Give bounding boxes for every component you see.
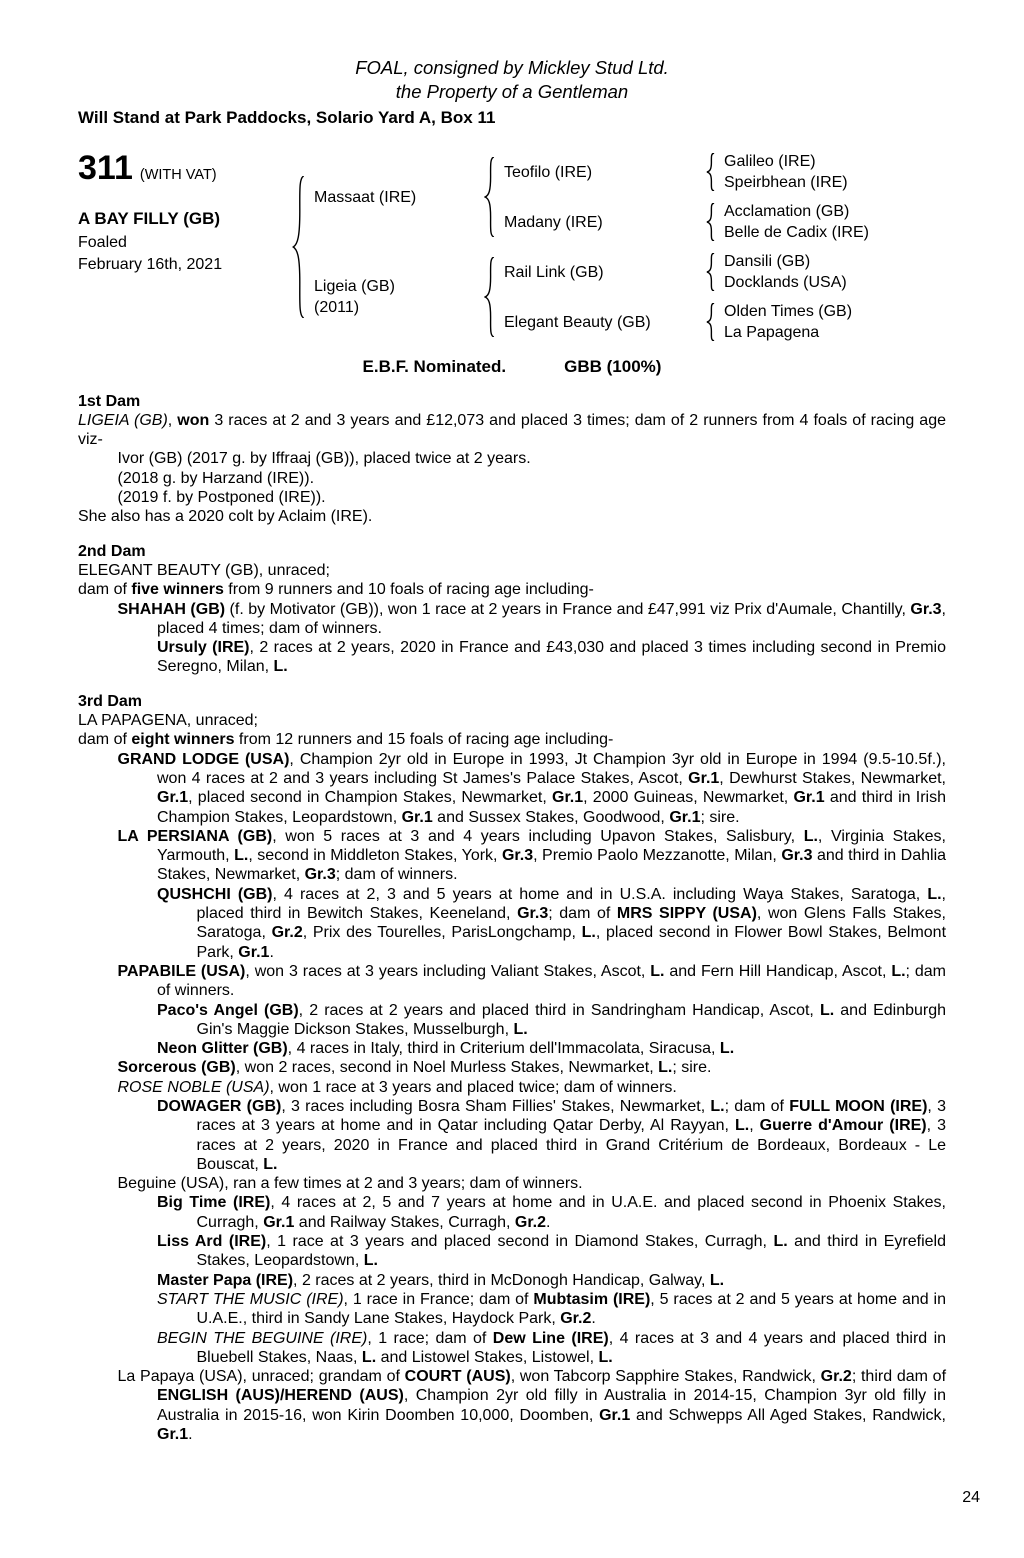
text-segment: , 4 races in Italy, third in Criterium dell'Immacolata, Siracusa, xyxy=(287,1040,720,1058)
lot-number: 311 xyxy=(78,149,133,188)
pedigree-brace-icon xyxy=(706,203,715,241)
pedigree-text-paragraph xyxy=(78,1329,946,1368)
dam-section-heading: 3rd Dam xyxy=(78,692,143,710)
text-segment: and third in Eyrefield Stakes, Leopardstown, xyxy=(196,1233,946,1270)
text-segment: L. xyxy=(513,1020,528,1038)
text-segment: Paco's Angel (GB) xyxy=(157,1001,299,1019)
text-segment: , 3 races at 3 years at home and in Qatar including Qatar Derby, Al Rayyan, xyxy=(196,1097,947,1135)
text-segment: Guerre d'Amour (IRE) xyxy=(759,1117,927,1135)
text-segment: Gr.3 xyxy=(781,847,813,865)
text-segment: . xyxy=(188,1426,193,1444)
text-segment: La Papaya (USA), unraced; grandam of xyxy=(117,1368,405,1386)
pedigree-brace-icon xyxy=(706,303,715,341)
pedigree-brace-icon xyxy=(484,257,495,337)
text-segment: ELEGANT BEAUTY (GB), unraced; xyxy=(78,561,330,579)
pedigree-text-paragraph xyxy=(78,1058,946,1077)
sire-dam-branch xyxy=(504,201,869,243)
text-segment: L. xyxy=(709,1271,725,1289)
text-segment: ENGLISH (AUS)/HEREND (AUS) xyxy=(157,1387,404,1405)
ancestor-name: Galileo (IRE) xyxy=(724,153,816,171)
text-segment: MRS SIPPY (USA) xyxy=(616,905,757,923)
pedigree-text-paragraph xyxy=(78,750,946,827)
text-segment: Gr.1 xyxy=(552,789,584,807)
pedigree-table xyxy=(78,151,946,343)
text-segment: . xyxy=(591,1310,596,1328)
text-segment: 3 races at 2 and 3 years and £12,073 and placed 3 times; dam of 2 runners from 4 foals of racing age viz- xyxy=(78,411,946,449)
text-segment: , xyxy=(167,411,178,429)
dam-parents-column xyxy=(504,251,852,343)
text-segment: PAPABILE (USA) xyxy=(117,962,246,980)
text-segment: , won Glens Falls Stakes, Saratoga, xyxy=(196,905,946,942)
text-segment: Gr.2 xyxy=(514,1213,547,1231)
text-segment: dam of xyxy=(78,731,132,749)
text-segment: and Listowel Stakes, Listowel, xyxy=(376,1348,599,1366)
text-segment: BEGIN THE BEGUINE (IRE) xyxy=(157,1329,368,1347)
pedigree-text-paragraph xyxy=(78,1271,946,1290)
pedigree-text-paragraph xyxy=(78,1078,946,1097)
pedigree-text-paragraph xyxy=(78,488,946,507)
text-segment: , 4 races at 3 and 4 years and placed third in Bluebell Stakes, Naas, xyxy=(196,1329,947,1366)
text-segment: , 1 race in France; dam of xyxy=(343,1290,534,1308)
pedigree-text-paragraph xyxy=(78,711,946,730)
pedigree-text-paragraph xyxy=(78,1039,946,1058)
ancestor-name: Dansili (GB) xyxy=(724,253,811,271)
property-line: the Property of a Gentleman xyxy=(395,81,629,102)
dam-section-heading: 2nd Dam xyxy=(78,542,146,560)
text-segment: Liss Ard (IRE) xyxy=(157,1233,267,1251)
text-segment: Gr.1 xyxy=(793,789,825,807)
text-segment: L. xyxy=(273,658,288,676)
text-segment: L. xyxy=(773,1233,788,1251)
nomination-line xyxy=(78,357,946,376)
pedigree-text-paragraph xyxy=(78,1367,946,1444)
pedigree-text-paragraph xyxy=(78,561,946,580)
text-segment: , placed 4 times; dam of winners. xyxy=(157,600,946,637)
sire-dam-parents xyxy=(724,201,869,243)
ebf-nominated-label: E.B.F. Nominated. xyxy=(362,357,507,377)
pedigree-text-paragraph xyxy=(78,827,946,885)
pedigree-brace-icon xyxy=(706,153,715,191)
pedigree-text-paragraph xyxy=(78,1174,946,1193)
text-segment: , second in Middleton Stakes, York, xyxy=(248,847,502,865)
text-segment: , 1 race at 3 years and placed second in Diamond Stakes, Curragh, xyxy=(266,1233,774,1251)
text-segment: L. xyxy=(819,1001,835,1019)
sire-sire-parents xyxy=(724,151,848,193)
pedigree-text-paragraph xyxy=(78,580,946,599)
text-segment: Gr.1 xyxy=(688,769,720,787)
text-segment: five winners xyxy=(131,581,224,599)
sire-parents-column xyxy=(504,151,869,243)
text-segment: Big Time (IRE) xyxy=(157,1194,271,1212)
text-segment: Gr.2 xyxy=(271,924,303,942)
text-segment: L. xyxy=(363,1252,378,1270)
text-segment: dam of xyxy=(78,581,132,599)
text-segment: , Dewhurst Stakes, Newmarket, xyxy=(719,769,946,787)
pedigree-text-paragraph xyxy=(78,449,946,468)
text-segment: from 12 runners and 15 foals of racing age including- xyxy=(234,731,614,749)
text-segment: Gr.1 xyxy=(157,789,189,807)
horse-name: A BAY FILLY (GB) xyxy=(78,209,221,229)
text-segment: and Edinburgh Gin's Maggie Dickson Stakes, Musselburgh, xyxy=(196,1001,947,1038)
text-segment: , 4 races at 2, 3 and 5 years at home and in U.S.A. including Waya Stakes, Saratoga, xyxy=(272,885,928,903)
text-segment: Gr.1 xyxy=(401,808,433,826)
vat-note: (WITH VAT) xyxy=(139,167,217,184)
dam-dam-branch xyxy=(504,301,852,343)
text-segment: Gr.1 xyxy=(238,943,270,961)
text-segment: Gr.3 xyxy=(910,600,942,618)
text-segment: , Virginia Stakes, Yarmouth, xyxy=(157,827,947,865)
text-segment: DOWAGER (GB) xyxy=(157,1097,282,1115)
pedigree-text-paragraph xyxy=(78,1290,946,1329)
text-segment: L. xyxy=(927,885,942,903)
text-segment: ; third dam of xyxy=(851,1368,947,1386)
text-segment: ; dam of xyxy=(724,1097,790,1115)
text-segment: GRAND LODGE (USA) xyxy=(117,750,290,768)
text-segment: (2018 g. by Harzand (IRE)). xyxy=(117,469,315,487)
text-segment: L. xyxy=(734,1117,750,1135)
text-segment: ; sire. xyxy=(700,808,740,826)
text-segment: Gr.1 xyxy=(599,1406,631,1424)
text-segment: and Sussex Stakes, Goodwood, xyxy=(432,808,670,826)
text-segment: , Champion 2yr old filly in Australia in 2014-15, Champion 3yr old filly in Australia in 2015-16, won Kirin Doomben 10,000, Doomben, xyxy=(157,1387,947,1424)
ancestor-name: Docklands (USA) xyxy=(724,274,847,292)
text-segment: ; dam of winners. xyxy=(157,962,946,1000)
text-segment: L. xyxy=(234,847,249,865)
text-segment: , Premio Paolo Mezzanotte, Milan, xyxy=(533,847,782,865)
text-segment: , won 2 races, second in Noel Murless Stakes, Newmarket, xyxy=(235,1059,659,1077)
dam-sire-branch xyxy=(504,251,852,293)
pedigree-text-paragraph xyxy=(78,600,946,639)
text-segment: QUSHCHI (GB) xyxy=(157,885,273,903)
text-segment: , 2 races at 2 years, third in McDonogh Handicap, Galway, xyxy=(293,1271,710,1289)
pedigree-text-paragraph xyxy=(78,962,946,1001)
sire-branch xyxy=(314,151,869,243)
pedigree-text-paragraph xyxy=(78,411,946,450)
text-segment: LIGEIA (GB) xyxy=(78,411,168,429)
text-segment: . xyxy=(546,1213,551,1231)
text-segment: L. xyxy=(263,1155,278,1173)
text-segment: Gr.3 xyxy=(304,866,336,884)
text-segment: LA PERSIANA (GB) xyxy=(117,827,273,845)
gbb-label: GBB (100%) xyxy=(564,357,662,377)
text-segment: Dew Line (IRE) xyxy=(492,1329,609,1347)
text-segment: L. xyxy=(650,962,665,980)
text-segment: Ursuly (IRE) xyxy=(157,639,250,657)
text-segment: , won 3 races at 3 years including Valiant Stakes, Ascot, xyxy=(245,962,651,980)
text-segment: eight winners xyxy=(131,731,235,749)
sire-dam-name: Madany (IRE) xyxy=(504,213,603,231)
text-segment: , placed third in Bewitch Stakes, Keeneland, xyxy=(196,885,946,923)
text-segment: Gr.1 xyxy=(669,808,701,826)
ancestor-name: Olden Times (GB) xyxy=(724,303,853,321)
text-segment: , Champion 2yr old in Europe in 1993, Jt Champion 3yr old in Europe in 1994 (9.5-10.5f.), won 4 races at 2 and 3 years including St James's Palace Stakes, Ascot, xyxy=(157,750,946,787)
text-segment: COURT (AUS) xyxy=(404,1368,511,1386)
sire-sire-name: Teofilo (IRE) xyxy=(504,163,593,181)
text-segment: . xyxy=(269,943,274,961)
text-segment: ROSE NOBLE (USA) xyxy=(117,1078,270,1096)
text-segment: Mubtasim (IRE) xyxy=(533,1290,651,1308)
pedigree-brace-icon xyxy=(292,176,305,318)
text-segment: and third in Irish Champion Stakes, Leopardstown, xyxy=(157,789,947,826)
dam-dam-name: Elegant Beauty (GB) xyxy=(504,313,651,331)
foaled-label: Foaled xyxy=(78,234,127,252)
ancestor-name: Belle de Cadix (IRE) xyxy=(724,224,869,242)
dam-sire-parents xyxy=(724,251,847,293)
dam-sections xyxy=(78,392,946,1445)
dam-name-block xyxy=(314,276,482,318)
pedigree-brace-icon xyxy=(706,253,715,291)
text-segment: L. xyxy=(803,827,818,845)
pedigree-text-paragraph xyxy=(78,885,946,962)
dam-section-heading: 1st Dam xyxy=(78,392,141,410)
text-segment: and Railway Stakes, Curragh, xyxy=(294,1213,515,1231)
text-segment: LA PAPAGENA, unraced; xyxy=(78,712,258,730)
text-segment: L. xyxy=(581,924,596,942)
foaled-date: February 16th, 2021 xyxy=(78,256,223,274)
text-segment: , 1 race; dam of xyxy=(367,1329,493,1347)
text-segment: , 2000 Guineas, Newmarket, xyxy=(583,789,794,807)
text-segment: START THE MUSIC (IRE) xyxy=(157,1290,344,1308)
pedigree-text-paragraph xyxy=(78,469,946,488)
text-segment: ; dam of xyxy=(548,905,617,923)
pedigree-text-paragraph xyxy=(78,1097,946,1174)
text-segment: L. xyxy=(710,1097,725,1115)
text-segment: , 5 races at 2 and 5 years at home and in U.A.E., third in Sandy Lane Stakes, Haydock Park, xyxy=(196,1290,947,1328)
text-segment: Gr.1 xyxy=(263,1213,295,1231)
consignor-line: FOAL, consigned by Mickley Stud Ltd. xyxy=(355,57,669,78)
text-segment: SHAHAH (GB) xyxy=(117,600,226,618)
text-segment: L. xyxy=(361,1348,377,1366)
pedigree-text-paragraph xyxy=(78,730,946,749)
text-segment: and third in Dahlia Stakes, Newmarket, xyxy=(157,847,947,884)
text-segment: Beguine (USA), ran a few times at 2 and 3 years; dam of winners. xyxy=(117,1175,583,1193)
ancestor-name: Speirbhean (IRE) xyxy=(724,174,848,192)
lot-info xyxy=(78,151,290,276)
pedigree-brace-icon xyxy=(484,157,495,237)
sire-sire-branch xyxy=(504,151,869,193)
text-segment: Neon Glitter (GB) xyxy=(157,1040,288,1058)
text-segment: , placed second in Flower Bowl Stakes, Belmont Park, xyxy=(196,924,947,961)
page-header xyxy=(78,56,946,127)
dam-sire-name: Rail Link (GB) xyxy=(504,263,604,281)
text-segment: ; dam of winners. xyxy=(335,866,458,884)
text-segment: Ivor (GB) (2017 g. by Iffraaj (GB)), placed twice at 2 years. xyxy=(117,450,531,468)
pedigree-text-paragraph xyxy=(78,1001,946,1040)
text-segment: , xyxy=(749,1117,760,1135)
text-segment: and Fern Hill Handicap, Ascot, xyxy=(664,962,892,980)
text-segment: Gr.1 xyxy=(157,1426,189,1444)
text-segment: , 4 races at 2, 5 and 7 years at home and in U.A.E. and placed second in Phoenix Stakes, Curragh, xyxy=(196,1194,946,1231)
text-segment: , won Tabcorp Sapphire Stakes, Randwick, xyxy=(510,1368,821,1386)
text-segment: Gr.2 xyxy=(820,1368,852,1386)
text-segment: L. xyxy=(598,1348,613,1366)
pedigree-text-paragraph xyxy=(78,507,946,526)
text-segment: , 2 races at 2 years and placed third in Sandringham Handicap, Ascot, xyxy=(298,1001,820,1019)
text-segment: , 2 races at 2 years, 2020 in France and £43,030 and placed 3 times including second in Premio Seregno, Milan, xyxy=(157,639,946,676)
text-segment: Sorcerous (GB) xyxy=(117,1059,236,1077)
text-segment: Master Papa (IRE) xyxy=(157,1271,294,1289)
sire-name: Massaat (IRE) xyxy=(314,188,417,206)
dam-year: (2011) xyxy=(314,299,360,317)
pedigree-text-paragraph xyxy=(78,1232,946,1271)
text-segment: , Prix des Tourelles, ParisLongchamp, xyxy=(302,924,582,942)
text-segment: (f. by Motivator (GB)), won 1 race at 2 years in France and £47,991 viz Prix d'Aumale, Chantilly, xyxy=(225,600,911,618)
text-segment: , won 5 races at 3 and 4 years including Upavon Stakes, Salisbury, xyxy=(272,827,804,845)
dam-branch xyxy=(314,251,869,343)
pedigree-text-paragraph xyxy=(78,1193,946,1232)
text-segment: Gr.3 xyxy=(517,905,549,923)
stand-location-line: Will Stand at Park Paddocks, Solario Yard A, Box 11 xyxy=(78,108,496,127)
text-segment: , 3 races at 2 years, 2020 in France and placed third in Grand Critérium de Bordeaux, Bordeaux - Le Bouscat, xyxy=(196,1117,947,1173)
dam-dam-parents xyxy=(724,301,852,343)
text-segment: from 9 runners and 10 foals of racing age including- xyxy=(223,581,594,599)
text-segment: Gr.2 xyxy=(560,1310,592,1328)
generation-1-column xyxy=(314,151,869,343)
page-number: 24 xyxy=(962,1489,980,1506)
dam-name: Ligeia (GB) xyxy=(314,278,395,296)
text-segment: , 3 races including Bosra Sham Fillies' Stakes, Newmarket, xyxy=(281,1097,711,1115)
text-segment: L. xyxy=(719,1040,735,1058)
text-segment: , placed second in Champion Stakes, Newmarket, xyxy=(188,789,552,807)
text-segment: , won 1 race at 3 years and placed twice; dam of winners. xyxy=(269,1078,677,1096)
text-segment: and Schwepps All Aged Stakes, Randwick, xyxy=(630,1406,947,1424)
lot-number-row xyxy=(78,149,290,188)
text-segment: (2019 f. by Postponed (IRE)). xyxy=(117,489,326,507)
text-segment: FULL MOON (IRE) xyxy=(789,1097,928,1115)
ancestor-name: Acclamation (GB) xyxy=(724,203,850,221)
text-segment: L. xyxy=(658,1059,673,1077)
text-segment: L. xyxy=(891,962,906,980)
text-segment: She also has a 2020 colt by Aclaim (IRE). xyxy=(78,508,373,526)
text-segment: won xyxy=(177,411,210,429)
text-segment: Gr.3 xyxy=(501,847,534,865)
ancestor-name: La Papagena xyxy=(724,324,820,342)
pedigree-text-paragraph xyxy=(78,638,946,677)
text-segment: ; sire. xyxy=(672,1059,712,1077)
